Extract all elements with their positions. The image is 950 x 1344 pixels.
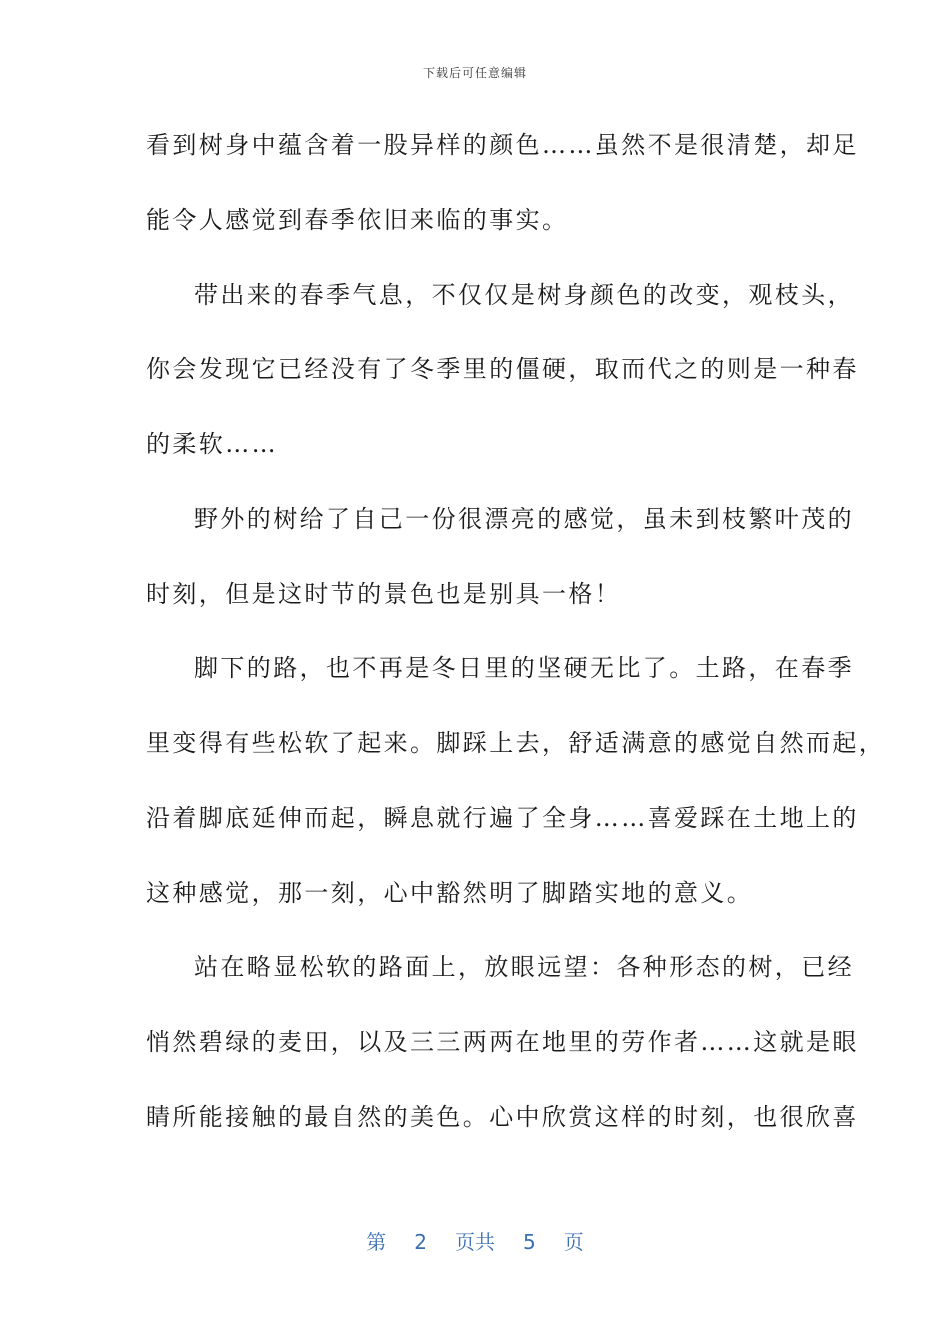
paragraph-first-line: 带出来的春季气息，不仅仅是树身颜色的改变，观枝头，: [194, 281, 854, 309]
body-line: 你会发现它已经没有了冬季里的僵硬，取而代之的则是一种春: [146, 355, 859, 383]
page-suffix: 页: [563, 1230, 584, 1254]
page-label: 第: [366, 1230, 387, 1254]
total-pages: 5: [523, 1230, 536, 1254]
paragraph-first-line: 野外的树给了自己一份很漂亮的感觉，虽未到枝繁叶茂的: [194, 505, 854, 533]
body-line: 能令人感觉到春季依旧来临的事实。: [146, 206, 569, 234]
paragraph-first-line: 脚下的路，也不再是冬日里的坚硬无比了。土路，在春季: [194, 654, 854, 682]
page-footer: [0, 1226, 950, 1255]
body-line: 悄然碧绿的麦田，以及三三两两在地里的劳作者……这就是眼: [146, 1028, 859, 1056]
body-line: 时刻，但是这时节的景色也是别具一格！: [146, 580, 622, 608]
page-mid-label: 页共: [455, 1230, 495, 1254]
page-number: 2: [414, 1230, 427, 1254]
body-line: 沿着脚底延伸而起，瞬息就行遍了全身……喜爱踩在土地上的: [146, 804, 859, 832]
body-line: 的柔软……: [146, 430, 278, 458]
body-line: 里变得有些松软了起来。脚踩上去，舒适满意的感觉自然而起，: [146, 729, 886, 757]
page-header: 下载后可任意编辑: [422, 66, 527, 80]
body-line: 这种感觉，那一刻，心中豁然明了脚踏实地的意义。: [146, 879, 754, 907]
body-line: 睛所能接触的最自然的美色。心中欣赏这样的时刻，也很欣喜: [146, 1103, 859, 1131]
body-line: 看到树身中蕴含着一股异样的颜色……虽然不是很清楚，却足: [146, 131, 859, 159]
paragraph-first-line: 站在略显松软的路面上，放眼远望：各种形态的树，已经: [194, 953, 854, 981]
